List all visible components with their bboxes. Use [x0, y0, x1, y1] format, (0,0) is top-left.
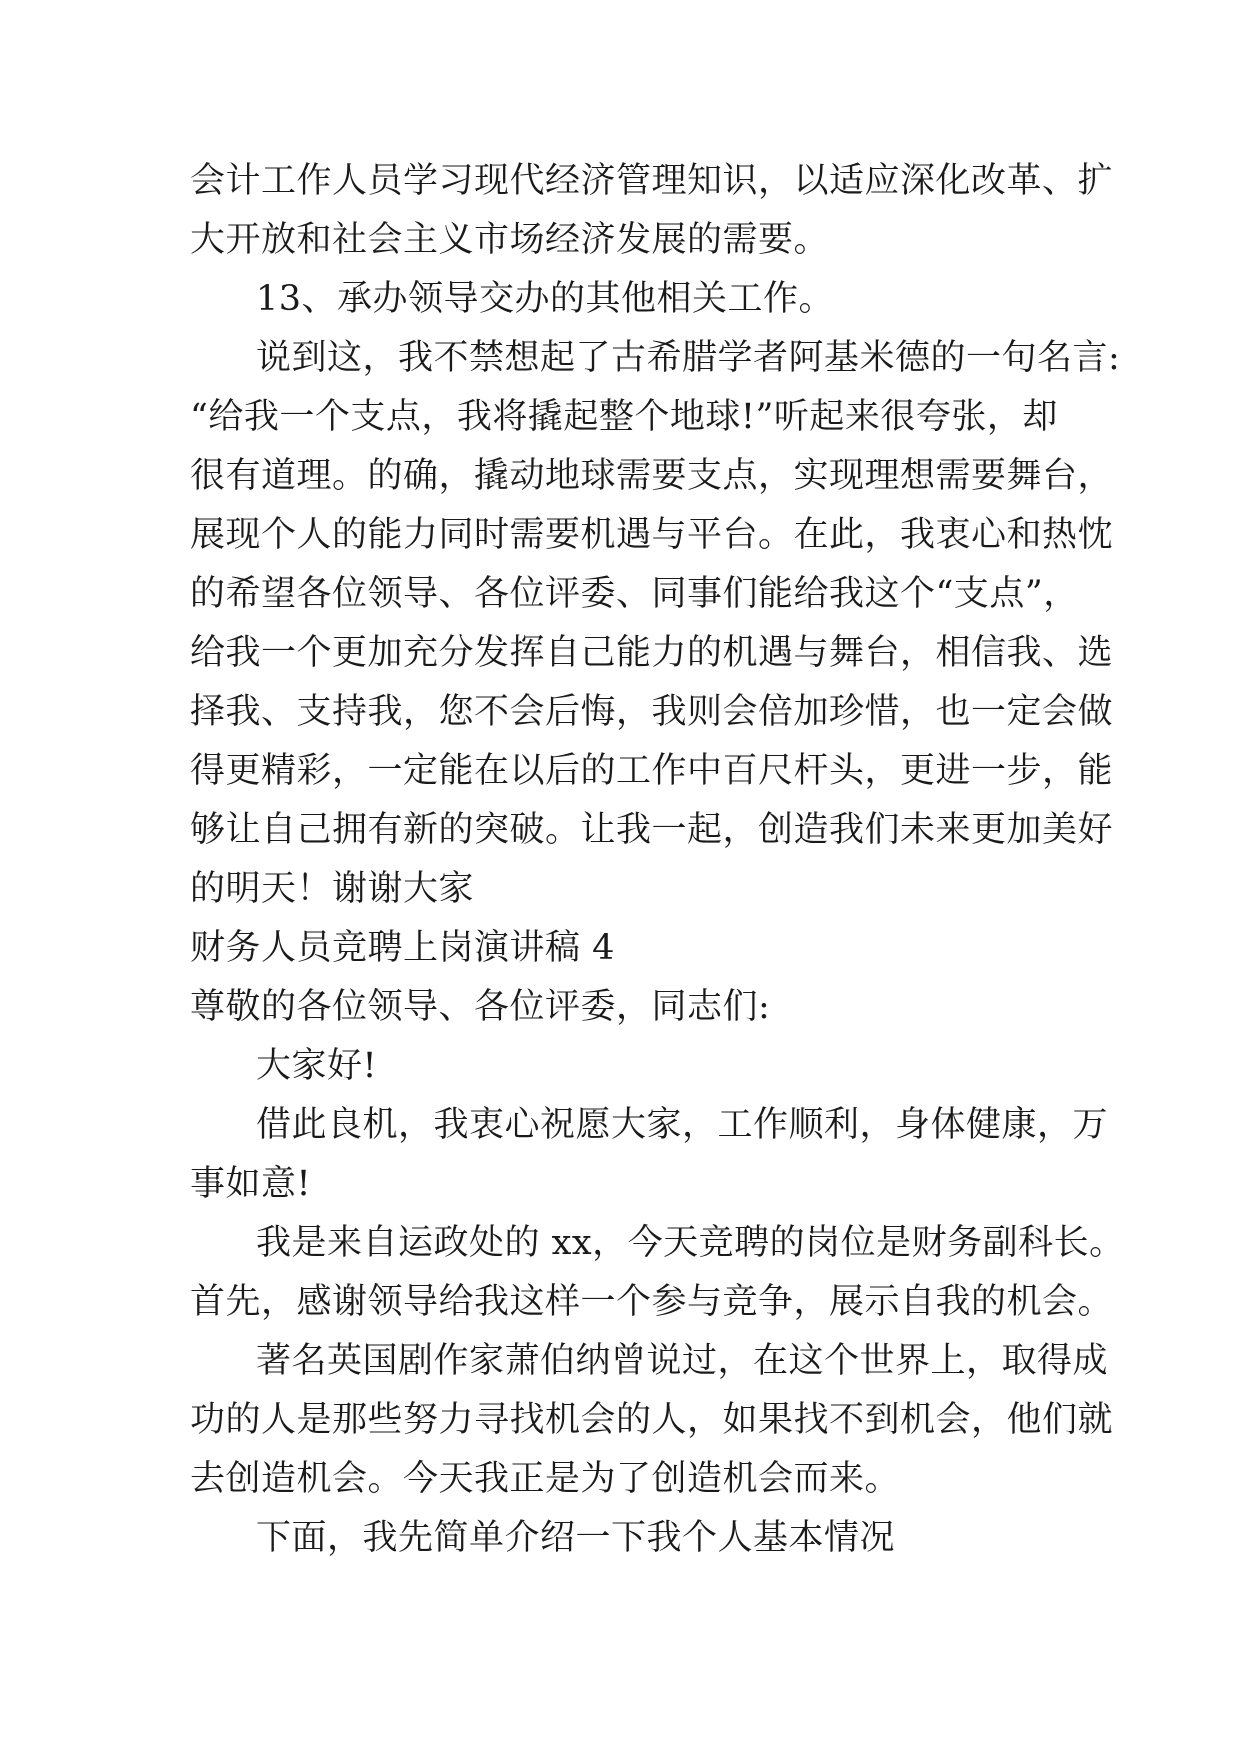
text-line: 得更精彩，一定能在以后的工作中百尺杆头，更进一步，能	[190, 751, 1114, 791]
text-line: 择我、支持我，您不会后悔，我则会倍加珍惜，也一定会做	[190, 692, 1114, 732]
salutation: 尊敬的各位领导、各位评委，同志们:	[190, 987, 771, 1027]
text-line: 会计工作人员学习现代经济管理知识，以适应深化改革、扩	[190, 161, 1114, 201]
text-line: 13、承办领导交办的其他相关工作。	[256, 279, 835, 319]
text-line: 的希望各位领导、各位评委、同事们能给我这个“支点”，	[190, 574, 1079, 614]
text-line: 去创造机会。今天我正是为了创造机会而来。	[190, 1459, 901, 1499]
text-line: 的明天！谢谢大家	[190, 869, 475, 909]
text-line: 展现个人的能力同时需要机遇与平台。在此，我衷心和热忱	[190, 515, 1114, 555]
text-line: 我是来自运政处的 xx，今天竞聘的岗位是财务副科长。	[256, 1223, 1125, 1263]
text-line: “给我一个支点，我将撬起整个地球!”听起来很夸张，却	[190, 397, 1058, 437]
text-line: 很有道理。的确，撬动地球需要支点，实现理想需要舞台，	[190, 456, 1114, 496]
text-line: 功的人是那些努力寻找机会的人，如果找不到机会，他们就	[190, 1400, 1114, 1440]
text-line: 首先，感谢领导给我这样一个参与竞争，展示自我的机会。	[190, 1282, 1114, 1322]
text-line: 够让自己拥有新的突破。让我一起，创造我们未来更加美好	[190, 810, 1114, 850]
text-line: 借此良机，我衷心祝愿大家，工作顺利，身体健康，万	[256, 1105, 1109, 1145]
document-body	[190, 152, 1125, 1568]
text-line: 大开放和社会主义市场经济发展的需要。	[190, 220, 830, 260]
text-line: 事如意!	[190, 1164, 312, 1204]
text-line: 给我一个更加充分发挥自己能力的机遇与舞台，相信我、选	[190, 633, 1114, 673]
section-heading: 财务人员竞聘上岗演讲稿 4	[190, 928, 615, 968]
greeting: 大家好!	[256, 1046, 378, 1086]
text-line: 著名英国剧作家萧伯纳曾说过，在这个世界上，取得成	[256, 1341, 1109, 1381]
text-line: 下面，我先简单介绍一下我个人基本情况	[256, 1518, 896, 1558]
text-line: 说到这，我不禁想起了古希腊学者阿基米德的一句名言:	[256, 338, 1121, 378]
